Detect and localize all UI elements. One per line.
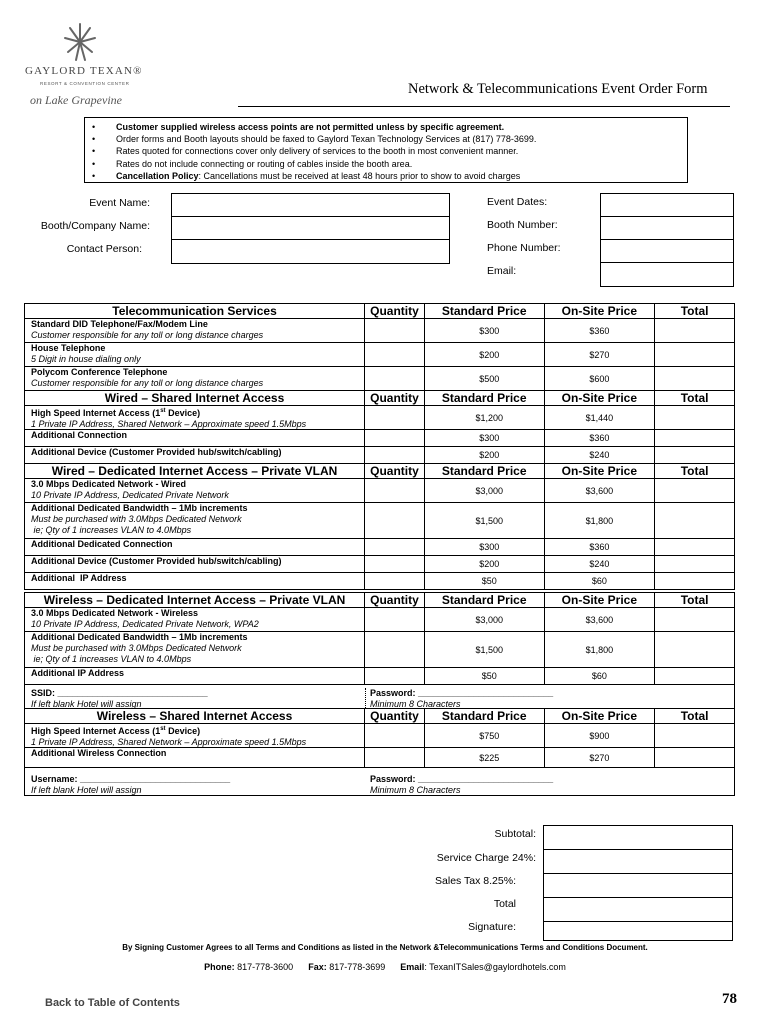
item-name: Additional Device (Customer Provided hub/switch/cabling) <box>31 556 282 566</box>
wired-shared-header <box>24 391 735 406</box>
onsite-price-header: On-Site Price <box>545 304 656 318</box>
onsite-price: $270 <box>545 748 656 767</box>
notice-item: • Order forms and Booth layouts should be faxed to Gaylord Texan Technology Services at (817) 778-3699. <box>92 134 537 145</box>
onsite-price: $240 <box>545 556 656 572</box>
quantity-header: Quantity <box>365 593 425 607</box>
table-row <box>24 556 735 573</box>
onsite-price: $240 <box>545 447 656 463</box>
username-note: If left blank Hotel will assign <box>31 785 142 795</box>
title-rule <box>238 106 730 107</box>
onsite-price: $270 <box>545 343 656 366</box>
table-row <box>24 343 735 367</box>
standard-price: $3,000 <box>425 479 545 502</box>
item-note: Customer responsible for any toll or long distance charges <box>31 330 264 340</box>
logo-script: on Lake Grapevine <box>30 93 122 107</box>
quantity-header: Quantity <box>365 464 425 478</box>
total-input[interactable] <box>655 573 734 589</box>
table-row <box>24 724 735 748</box>
total-header: Total <box>680 709 709 723</box>
quantity-input[interactable] <box>365 343 425 366</box>
notice-item: • Customer supplied wireless access points are not permitted unless by specific agreement. <box>92 122 505 132</box>
standard-price-header: Standard Price <box>425 391 545 405</box>
item-note: 5 Digit in house dialing only <box>31 354 141 364</box>
total-input[interactable] <box>655 724 734 747</box>
table-row <box>24 668 735 685</box>
item-name: Polycom Conference Telephone <box>31 367 168 377</box>
onsite-price: $1,800 <box>545 632 656 667</box>
table-row <box>24 406 735 430</box>
item-name: Additional Dedicated Bandwidth – 1Mb increments <box>31 632 248 642</box>
standard-price: $200 <box>425 447 545 463</box>
ssid-note: If left blank Hotel will assign <box>31 699 142 709</box>
services-table <box>24 303 735 796</box>
item-name: Additional Device (Customer Provided hub/switch/cabling) <box>31 447 282 457</box>
bullet-icon: • <box>92 170 96 181</box>
total-input[interactable] <box>655 748 734 767</box>
quantity-header: Quantity <box>365 391 425 405</box>
table-row <box>24 479 735 503</box>
item-note: 10 Private IP Address, Dedicated Private Network <box>31 490 229 500</box>
totals-box <box>543 825 733 941</box>
quantity-input[interactable] <box>365 406 425 429</box>
quantity-input[interactable] <box>365 556 425 572</box>
contact-person-field[interactable] <box>171 239 450 264</box>
password-note: Minimum 8 Characters <box>370 785 461 795</box>
standard-price: $1,500 <box>425 503 545 538</box>
signature-label: Signature: <box>468 921 516 933</box>
logo-sunburst-icon <box>60 20 100 62</box>
quantity-input[interactable] <box>365 503 425 538</box>
event-name-label: Event Name: <box>89 197 150 209</box>
standard-price: $200 <box>425 556 545 572</box>
ssid-password-row <box>24 685 735 709</box>
total-input[interactable] <box>655 668 734 684</box>
quantity-input[interactable] <box>365 479 425 502</box>
password-note: Minimum 8 Characters <box>370 699 461 709</box>
page-number: 78 <box>722 991 737 1007</box>
quantity-header: Quantity <box>365 709 425 723</box>
standard-price: $3,000 <box>425 608 545 631</box>
standard-price-header: Standard Price <box>425 593 545 607</box>
onsite-price: $1,800 <box>545 503 656 538</box>
quantity-input[interactable] <box>365 608 425 631</box>
service-charge-label: Service Charge 24%: <box>436 852 536 864</box>
wired-dedicated-header <box>24 464 735 479</box>
standard-price: $50 <box>425 573 545 589</box>
standard-price-header: Standard Price <box>425 304 545 318</box>
form-title: Network & Telecommunications Event Order Form <box>408 81 708 97</box>
onsite-price: $360 <box>545 319 656 342</box>
back-to-toc-link[interactable]: Back to Table of Contents <box>45 997 180 1009</box>
quantity-input[interactable] <box>365 724 425 747</box>
item-name: Standard DID Telephone/Fax/Modem Line <box>31 319 208 329</box>
contact-line: Phone: 817-778-3600 Fax: 817-778-3699 Email: TexanITSales@gaylordhotels.com <box>204 962 566 972</box>
bullet-icon: • <box>92 122 96 132</box>
item-name: Additional Connection <box>31 430 127 440</box>
contact-person-label: Contact Person: <box>66 243 142 255</box>
total-input[interactable] <box>655 479 734 502</box>
username-field[interactable]: Username: ______________________________ <box>31 774 231 784</box>
quantity-input[interactable] <box>365 632 425 667</box>
onsite-price: $60 <box>545 668 656 684</box>
phone-number-field[interactable] <box>600 239 734 263</box>
standard-price: $300 <box>425 539 545 555</box>
quantity-input[interactable] <box>365 447 425 463</box>
table-row <box>24 608 735 632</box>
table-row <box>24 539 735 556</box>
bullet-icon: • <box>92 158 96 169</box>
bullet-icon: • <box>92 134 96 145</box>
item-name: Additional Dedicated Bandwidth – 1Mb increments <box>31 503 248 513</box>
booth-number-label: Booth Number: <box>487 219 558 231</box>
onsite-price: $360 <box>545 430 656 446</box>
subtotal-field[interactable] <box>544 826 732 850</box>
table-row <box>24 632 735 668</box>
password-field[interactable]: Password: ___________________________ <box>370 774 554 784</box>
onsite-price: $3,600 <box>545 608 656 631</box>
section-title: Telecommunication Services <box>25 304 365 318</box>
onsite-price-header: On-Site Price <box>545 593 656 607</box>
table-row <box>24 573 735 590</box>
standard-price: $200 <box>425 343 545 366</box>
onsite-price-header: On-Site Price <box>545 709 656 723</box>
item-note: Customer responsible for any toll or long distance charges <box>31 378 264 388</box>
section-title: Wired – Shared Internet Access <box>25 391 365 405</box>
quantity-input[interactable] <box>365 367 425 390</box>
standard-price-header: Standard Price <box>425 709 545 723</box>
notice-box <box>84 117 688 183</box>
event-dates-label: Event Dates: <box>487 196 548 208</box>
section-title: Wired – Dedicated Internet Access – Private VLAN <box>25 464 365 478</box>
username-password-row <box>24 768 735 796</box>
total-input[interactable] <box>655 608 734 631</box>
sales-tax-label: Sales Tax 8.25%: <box>435 875 516 887</box>
section-title: Wireless – Dedicated Internet Access – Private VLAN <box>25 593 365 607</box>
item-note: 1 Private IP Address, Shared Network – Approximate speed 1.5Mbps <box>31 419 307 429</box>
item-note: ie; Qty of 1 increases VLAN to 4.0Mbps <box>31 654 192 664</box>
standard-price: $1,500 <box>425 632 545 667</box>
item-name: Additional IP Address <box>31 668 125 678</box>
onsite-price: $600 <box>545 367 656 390</box>
quantity-input[interactable] <box>365 539 425 555</box>
item-name: 3.0 Mbps Dedicated Network - Wireless <box>31 608 198 618</box>
total-input[interactable] <box>655 319 734 342</box>
table-row <box>24 319 735 343</box>
total-input[interactable] <box>655 556 734 572</box>
total-input[interactable] <box>655 343 734 366</box>
event-name-field[interactable] <box>171 193 450 217</box>
total-input[interactable] <box>655 406 734 429</box>
onsite-price: $1,440 <box>545 406 656 429</box>
standard-price-header: Standard Price <box>425 464 545 478</box>
onsite-price-header: On-Site Price <box>545 464 656 478</box>
item-note: Must be purchased with 3.0Mbps Dedicated Network <box>31 514 242 524</box>
item-note: 1 Private IP Address, Shared Network – Approximate speed 1.5Mbps <box>31 737 307 747</box>
item-name: High Speed Internet Access (1st Device) <box>31 726 201 736</box>
total-label: Total <box>493 898 516 910</box>
onsite-price: $60 <box>545 573 656 589</box>
notice-item: • Rates quoted for connections cover only delivery of services to the booth in most convenient manner. <box>92 146 519 157</box>
item-name: House Telephone <box>31 343 106 353</box>
service-charge-field[interactable] <box>544 850 732 874</box>
total-input[interactable] <box>655 367 734 390</box>
item-note: 10 Private IP Address, Dedicated Private Network, WPA2 <box>31 619 259 629</box>
quantity-input[interactable] <box>365 668 425 684</box>
email-label: Email: <box>487 265 517 277</box>
quantity-input[interactable] <box>365 573 425 589</box>
standard-price: $500 <box>425 367 545 390</box>
standard-price: $50 <box>425 668 545 684</box>
email-link[interactable]: : TexanITSales@gaylordhotels.com <box>424 962 566 972</box>
table-row <box>24 748 735 768</box>
table-row <box>24 503 735 539</box>
notice-item: • Rates do not include connecting or routing of cables inside the booth area. <box>92 158 413 169</box>
quantity-input[interactable] <box>365 319 425 342</box>
logo-subtitle: RESORT & CONVENTION CENTER <box>40 81 130 86</box>
standard-price: $750 <box>425 724 545 747</box>
phone-number-label: Phone Number: <box>487 242 561 254</box>
bullet-icon: • <box>92 146 96 157</box>
booth-company-field[interactable] <box>171 216 450 240</box>
item-note: ie; Qty of 1 increases VLAN to 4.0Mbps <box>31 525 192 535</box>
notice-list <box>85 118 687 182</box>
telecom-header <box>24 303 735 319</box>
booth-company-label: Booth/Company Name: <box>40 220 150 232</box>
item-name: Additional Wireless Connection <box>31 748 167 758</box>
onsite-price: $3,600 <box>545 479 656 502</box>
quantity-input[interactable] <box>365 430 425 446</box>
table-row <box>24 430 735 447</box>
total-header: Total <box>680 593 709 607</box>
section-title: Wireless – Shared Internet Access <box>25 709 365 723</box>
onsite-price: $900 <box>545 724 656 747</box>
item-name: Additional Dedicated Connection <box>31 539 173 549</box>
email-field[interactable] <box>600 262 734 287</box>
terms-text: By Signing Customer Agrees to all Terms and Conditions as listed in the Network &Telecommunications Terms and Conditions Document. <box>122 943 648 952</box>
logo-name: GAYLORD TEXAN® <box>25 65 143 77</box>
onsite-price: $360 <box>545 539 656 555</box>
standard-price: $1,200 <box>425 406 545 429</box>
total-input[interactable] <box>655 430 734 446</box>
booth-number-field[interactable] <box>600 216 734 240</box>
wireless-shared-header <box>24 709 735 724</box>
standard-price: $300 <box>425 430 545 446</box>
wireless-dedicated-header <box>24 592 735 608</box>
subtotal-label: Subtotal: <box>494 828 536 840</box>
standard-price: $225 <box>425 748 545 767</box>
signature-field[interactable] <box>544 922 732 942</box>
table-row <box>24 367 735 391</box>
total-input[interactable] <box>655 503 734 538</box>
sales-tax-field[interactable] <box>544 874 732 898</box>
table-row <box>24 447 735 464</box>
quantity-input[interactable] <box>365 748 425 767</box>
total-header: Total <box>680 391 709 405</box>
standard-price: $300 <box>425 319 545 342</box>
notice-item: • Cancellation Policy: Cancellations must be received at least 48 hours prior to show to avoid charges <box>92 170 521 181</box>
total-header: Total <box>680 464 709 478</box>
item-name: 3.0 Mbps Dedicated Network - Wired <box>31 479 186 489</box>
onsite-price-header: On-Site Price <box>545 391 656 405</box>
total-header: Total <box>680 304 709 318</box>
event-dates-field[interactable] <box>600 193 734 217</box>
total-field[interactable] <box>544 898 732 922</box>
quantity-header: Quantity <box>365 304 425 318</box>
total-input[interactable] <box>655 447 734 463</box>
item-note: Must be purchased with 3.0Mbps Dedicated Network <box>31 643 242 653</box>
item-name: Additional IP Address <box>31 573 127 583</box>
total-input[interactable] <box>655 539 734 555</box>
password-field[interactable]: Password: ___________________________ <box>370 688 554 698</box>
ssid-field[interactable]: SSID: ______________________________ <box>31 688 208 698</box>
item-name: High Speed Internet Access (1st Device) <box>31 408 201 418</box>
logo <box>60 20 100 62</box>
total-input[interactable] <box>655 632 734 667</box>
